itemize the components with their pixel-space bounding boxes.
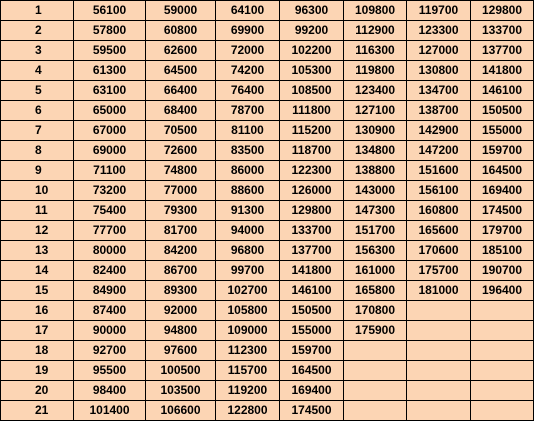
pay-value-cell: 102700: [216, 281, 280, 301]
pay-value-cell: 175900: [344, 321, 407, 341]
pay-value-cell: 108500: [280, 81, 344, 101]
pay-value-cell: 79300: [146, 201, 216, 221]
pay-value-cell: 119800: [344, 61, 407, 81]
pay-value-cell: 174500: [280, 401, 344, 421]
row-index-cell: 19: [1, 361, 74, 381]
pay-value-cell: 92700: [74, 341, 146, 361]
pay-value-cell: 119200: [216, 381, 280, 401]
table-row: [1, 301, 534, 321]
pay-value-cell: 160800: [407, 201, 471, 221]
pay-value-cell: 118700: [280, 141, 344, 161]
pay-value-cell: 89300: [146, 281, 216, 301]
pay-value-cell: 84200: [146, 241, 216, 261]
pay-value-cell: [344, 341, 407, 361]
row-index-cell: 1: [1, 1, 74, 21]
pay-value-cell: 159700: [280, 341, 344, 361]
pay-value-cell: 84900: [74, 281, 146, 301]
row-index-cell: 17: [1, 321, 74, 341]
pay-value-cell: [471, 321, 534, 341]
pay-value-cell: 77700: [74, 221, 146, 241]
pay-value-cell: 112300: [216, 341, 280, 361]
table-row: [1, 281, 534, 301]
pay-value-cell: 77000: [146, 181, 216, 201]
pay-value-cell: 179700: [471, 221, 534, 241]
pay-value-cell: 133700: [280, 221, 344, 241]
pay-value-cell: 169400: [471, 181, 534, 201]
pay-value-cell: 99700: [216, 261, 280, 281]
pay-value-cell: [471, 361, 534, 381]
pay-value-cell: [344, 401, 407, 421]
pay-value-cell: [471, 401, 534, 421]
pay-value-cell: 174500: [471, 201, 534, 221]
pay-value-cell: 137700: [471, 41, 534, 61]
pay-value-cell: 62600: [146, 41, 216, 61]
pay-value-cell: [407, 381, 471, 401]
pay-value-cell: 134700: [407, 81, 471, 101]
pay-value-cell: 143000: [344, 181, 407, 201]
table-row: [1, 241, 534, 261]
table-row: [1, 321, 534, 341]
table-row: [1, 361, 534, 381]
pay-value-cell: 146100: [471, 81, 534, 101]
pay-value-cell: 156100: [407, 181, 471, 201]
pay-value-cell: 65000: [74, 101, 146, 121]
pay-value-cell: 69900: [216, 21, 280, 41]
pay-value-cell: 66400: [146, 81, 216, 101]
pay-value-cell: 129800: [280, 201, 344, 221]
pay-value-cell: 82400: [74, 261, 146, 281]
row-index-cell: 8: [1, 141, 74, 161]
pay-value-cell: 155000: [471, 121, 534, 141]
pay-value-cell: 185100: [471, 241, 534, 261]
row-index-cell: 6: [1, 101, 74, 121]
pay-value-cell: 86000: [216, 161, 280, 181]
pay-value-cell: 95500: [74, 361, 146, 381]
pay-value-cell: 72000: [216, 41, 280, 61]
row-index-cell: 21: [1, 401, 74, 421]
table-row: [1, 381, 534, 401]
pay-value-cell: 106600: [146, 401, 216, 421]
pay-value-cell: [407, 341, 471, 361]
pay-matrix-body: [1, 1, 534, 421]
pay-value-cell: 175700: [407, 261, 471, 281]
pay-value-cell: 74200: [216, 61, 280, 81]
row-index-cell: 12: [1, 221, 74, 241]
pay-value-cell: 102200: [280, 41, 344, 61]
pay-value-cell: 81700: [146, 221, 216, 241]
pay-value-cell: 115700: [216, 361, 280, 381]
pay-value-cell: 141800: [471, 61, 534, 81]
row-index-cell: 11: [1, 201, 74, 221]
pay-value-cell: 196400: [471, 281, 534, 301]
table-row: [1, 61, 534, 81]
pay-value-cell: 147300: [344, 201, 407, 221]
row-index-cell: 14: [1, 261, 74, 281]
row-index-cell: 20: [1, 381, 74, 401]
pay-value-cell: 63100: [74, 81, 146, 101]
pay-value-cell: 99200: [280, 21, 344, 41]
pay-value-cell: 130800: [407, 61, 471, 81]
pay-value-cell: 72600: [146, 141, 216, 161]
pay-value-cell: 129800: [471, 1, 534, 21]
table-row: [1, 1, 534, 21]
row-index-cell: 5: [1, 81, 74, 101]
pay-value-cell: 164500: [280, 361, 344, 381]
table-row: [1, 401, 534, 421]
pay-value-cell: 115200: [280, 121, 344, 141]
pay-value-cell: 164500: [471, 161, 534, 181]
table-row: [1, 141, 534, 161]
pay-value-cell: 67000: [74, 121, 146, 141]
pay-value-cell: 123400: [344, 81, 407, 101]
pay-value-cell: 155000: [280, 321, 344, 341]
pay-value-cell: 86700: [146, 261, 216, 281]
pay-value-cell: 109000: [216, 321, 280, 341]
pay-value-cell: 68400: [146, 101, 216, 121]
pay-value-cell: 159700: [471, 141, 534, 161]
pay-value-cell: 64500: [146, 61, 216, 81]
pay-value-cell: 147200: [407, 141, 471, 161]
pay-value-cell: 80000: [74, 241, 146, 261]
pay-value-cell: [344, 381, 407, 401]
pay-value-cell: 75400: [74, 201, 146, 221]
pay-value-cell: 94800: [146, 321, 216, 341]
table-row: [1, 341, 534, 361]
table-row: [1, 161, 534, 181]
pay-value-cell: 69000: [74, 141, 146, 161]
pay-value-cell: 56100: [74, 1, 146, 21]
table-row: [1, 41, 534, 61]
pay-value-cell: 133700: [471, 21, 534, 41]
row-index-cell: 18: [1, 341, 74, 361]
pay-value-cell: 96800: [216, 241, 280, 261]
pay-value-cell: 57800: [74, 21, 146, 41]
pay-value-cell: 138800: [344, 161, 407, 181]
pay-value-cell: 170800: [344, 301, 407, 321]
pay-value-cell: 138700: [407, 101, 471, 121]
pay-value-cell: 141800: [280, 261, 344, 281]
row-index-cell: 10: [1, 181, 74, 201]
table-row: [1, 81, 534, 101]
pay-value-cell: 97600: [146, 341, 216, 361]
pay-value-cell: 112900: [344, 21, 407, 41]
pay-value-cell: 127000: [407, 41, 471, 61]
pay-value-cell: 151700: [344, 221, 407, 241]
pay-value-cell: 165800: [344, 281, 407, 301]
pay-value-cell: 76400: [216, 81, 280, 101]
pay-value-cell: [471, 301, 534, 321]
pay-value-cell: 146100: [280, 281, 344, 301]
row-index-cell: 16: [1, 301, 74, 321]
row-index-cell: 4: [1, 61, 74, 81]
pay-value-cell: 122800: [216, 401, 280, 421]
table-row: [1, 121, 534, 141]
pay-value-cell: 127100: [344, 101, 407, 121]
pay-value-cell: 88600: [216, 181, 280, 201]
pay-value-cell: [344, 361, 407, 381]
pay-value-cell: 92000: [146, 301, 216, 321]
pay-value-cell: 181000: [407, 281, 471, 301]
pay-value-cell: 122300: [280, 161, 344, 181]
pay-value-cell: [471, 341, 534, 361]
pay-value-cell: 150500: [280, 301, 344, 321]
pay-value-cell: 126000: [280, 181, 344, 201]
pay-value-cell: [407, 401, 471, 421]
pay-value-cell: 73200: [74, 181, 146, 201]
pay-value-cell: 59000: [146, 1, 216, 21]
table-row: [1, 221, 534, 241]
pay-value-cell: 170600: [407, 241, 471, 261]
pay-value-cell: 71100: [74, 161, 146, 181]
table-row: [1, 181, 534, 201]
table-row: [1, 101, 534, 121]
pay-value-cell: 169400: [280, 381, 344, 401]
pay-value-cell: 91300: [216, 201, 280, 221]
pay-value-cell: 161000: [344, 261, 407, 281]
pay-value-cell: 151600: [407, 161, 471, 181]
row-index-cell: 9: [1, 161, 74, 181]
pay-value-cell: 111800: [280, 101, 344, 121]
pay-value-cell: 83500: [216, 141, 280, 161]
pay-value-cell: 156300: [344, 241, 407, 261]
pay-value-cell: [407, 361, 471, 381]
pay-value-cell: 134800: [344, 141, 407, 161]
pay-value-cell: 165600: [407, 221, 471, 241]
pay-value-cell: 190700: [471, 261, 534, 281]
pay-value-cell: 74800: [146, 161, 216, 181]
pay-value-cell: [471, 381, 534, 401]
pay-value-cell: 103500: [146, 381, 216, 401]
pay-value-cell: 130900: [344, 121, 407, 141]
table-row: [1, 201, 534, 221]
pay-value-cell: 59500: [74, 41, 146, 61]
pay-value-cell: 150500: [471, 101, 534, 121]
pay-value-cell: 123300: [407, 21, 471, 41]
pay-value-cell: 78700: [216, 101, 280, 121]
row-index-cell: 2: [1, 21, 74, 41]
pay-value-cell: 137700: [280, 241, 344, 261]
table-row: [1, 21, 534, 41]
pay-value-cell: 70500: [146, 121, 216, 141]
pay-value-cell: 105300: [280, 61, 344, 81]
pay-value-cell: 60800: [146, 21, 216, 41]
pay-value-cell: 87400: [74, 301, 146, 321]
pay-value-cell: 105800: [216, 301, 280, 321]
row-index-cell: 3: [1, 41, 74, 61]
row-index-cell: 7: [1, 121, 74, 141]
pay-value-cell: [407, 301, 471, 321]
pay-value-cell: 94000: [216, 221, 280, 241]
pay-value-cell: 116300: [344, 41, 407, 61]
pay-value-cell: 101400: [74, 401, 146, 421]
table-row: [1, 261, 534, 281]
row-index-cell: 15: [1, 281, 74, 301]
pay-value-cell: 119700: [407, 1, 471, 21]
pay-value-cell: [407, 321, 471, 341]
pay-value-cell: 61300: [74, 61, 146, 81]
pay-value-cell: 81100: [216, 121, 280, 141]
pay-value-cell: 98400: [74, 381, 146, 401]
pay-value-cell: 90000: [74, 321, 146, 341]
pay-value-cell: 109800: [344, 1, 407, 21]
pay-value-cell: 142900: [407, 121, 471, 141]
pay-value-cell: 64100: [216, 1, 280, 21]
pay-value-cell: 100500: [146, 361, 216, 381]
row-index-cell: 13: [1, 241, 74, 261]
pay-value-cell: 96300: [280, 1, 344, 21]
